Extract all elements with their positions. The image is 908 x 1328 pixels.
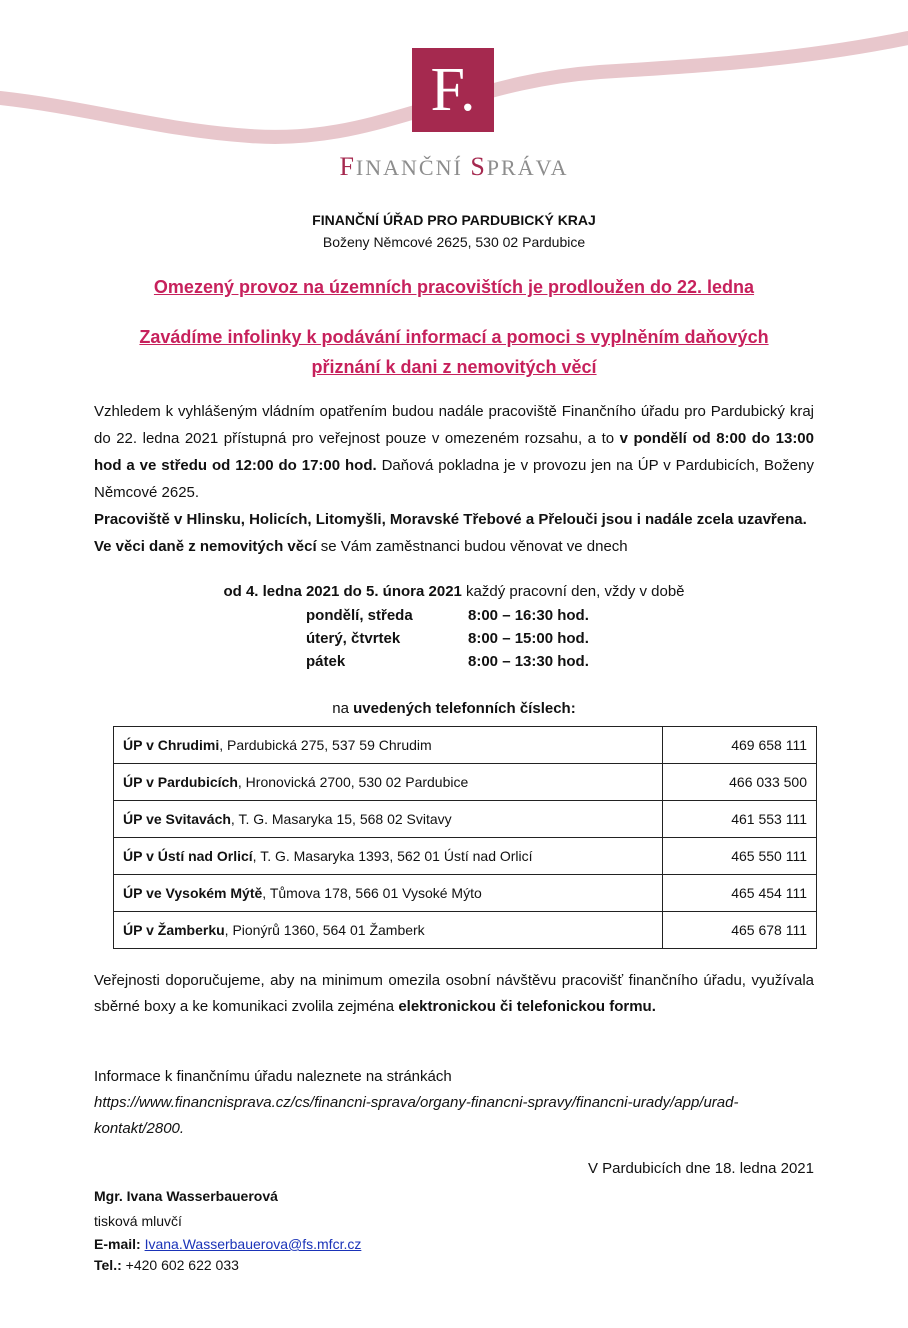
schedule-hours-2: 8:00 – 15:00 hod. xyxy=(468,630,589,647)
headline-2: Zavádíme infolinky k podávání informací a pomoci s vyplněním daňových přiznání k dani z nemovitých věcí xyxy=(139,327,769,377)
schedule-days-1: pondělí, středa xyxy=(306,607,413,624)
schedule-days-2: úterý, čtvrtek xyxy=(306,630,401,647)
office-cell: ÚP ve Svitavách, T. G. Masaryka 15, 568 02 Svitavy xyxy=(114,801,663,838)
office-cell: ÚP v Ústí nad Orlicí, T. G. Masaryka 1393, 562 01 Ústí nad Orlicí xyxy=(114,838,663,875)
phone-number: 466 033 500 xyxy=(663,764,817,801)
table-row xyxy=(114,912,817,949)
phone-number: 465 550 111 xyxy=(663,838,817,875)
signature-name: Mgr. Ivana Wasserbauerová xyxy=(94,1188,278,1204)
office-cell: ÚP v Pardubicích, Hronovická 2700, 530 02 Pardubice xyxy=(114,764,663,801)
signature-email: E-mail: Ivana.Wasserbauerova@fs.mfcr.cz xyxy=(94,1236,362,1252)
email-link[interactable]: Ivana.Wasserbauerova@fs.mfcr.cz xyxy=(144,1236,362,1252)
signature-phone: Tel.: +420 602 622 033 xyxy=(94,1257,239,1273)
phone-number: 465 678 111 xyxy=(663,912,817,949)
phones-intro: na uvedených telefonních číslech: xyxy=(332,700,576,717)
schedule-hours-1: 8:00 – 16:30 hod. xyxy=(468,607,589,624)
table-row xyxy=(114,838,817,875)
office-address: Boženy Němcové 2625, 530 02 Pardubice xyxy=(322,234,586,250)
office-cell: ÚP ve Vysokém Mýtě, Tůmova 178, 566 01 Vysoké Mýto xyxy=(114,875,663,912)
office-cell: ÚP v Chrudimi, Pardubická 275, 537 59 Chrudim xyxy=(114,727,663,764)
phone-number: 465 454 111 xyxy=(663,875,817,912)
dateline: V Pardubicích dne 18. ledna 2021 xyxy=(587,1160,814,1177)
info-paragraph: Informace k finančnímu úřadu naleznete na stránkách https://www.financnisprava.cz/cs/financni-sprava/organy-financni-spravy/financni-urady/app/urad-kontakt/2800. xyxy=(94,1068,739,1137)
table-row xyxy=(114,801,817,838)
brand-name: FINANČNÍ SPRÁVA xyxy=(339,152,569,181)
table-row xyxy=(114,764,817,801)
phone-number: 461 553 111 xyxy=(663,801,817,838)
signature-role: tisková mluvčí xyxy=(94,1213,182,1229)
recommend-paragraph: Veřejnosti doporučujeme, aby na minimum omezila osobní návštěvu pracovišť finančního úřadu, využívala sběrné boxy a ke komunikaci zvolila zejména elektronickou či telefonickou formu. xyxy=(94,972,814,1015)
office-cell: ÚP v Žamberku, Pionýrů 1360, 564 01 Žamberk xyxy=(114,912,663,949)
period-line: od 4. ledna 2021 do 5. února 2021 každý pracovní den, vždy v době xyxy=(223,583,685,600)
office-name: FINANČNÍ ÚŘAD PRO PARDUBICKÝ KRAJ xyxy=(312,212,596,228)
schedule-hours-3: 8:00 – 13:30 hod. xyxy=(468,653,589,670)
headline-1: Omezený provoz na územních pracovištích je prodloužen do 22. ledna xyxy=(153,277,755,297)
phone-number: 469 658 111 xyxy=(663,727,817,764)
table-row xyxy=(114,875,817,912)
schedule-days-3: pátek xyxy=(306,653,346,670)
table-row xyxy=(114,727,817,764)
finance-logo xyxy=(412,48,494,132)
info-url: https://www.financnisprava.cz/cs/financni-sprava/organy-financni-spravy/financni-urady/app/urad-kontakt/2800. xyxy=(94,1094,739,1137)
phone-table xyxy=(113,726,817,949)
intro-paragraph: Vzhledem k vyhlášeným vládním opatřením budou nadále pracoviště Finančního úřadu pro Pardubický kraj do 22. ledna 2021 přístupná pro veřejnost pouze v omezeném rozsahu, a to v pondělí od 8:00 do 13:00 hod a ve středu od 12:00 do 17:00 hod. Daňová pokladna je v provozu jen na ÚP v Pardubicích, Boženy Němcové 2625. Pracoviště v Hlinsku, Holicích, Litomyšli, Moravské Třebové a Přelouči jsou i nadále zcela uzavřena. Ve věci daně z nemovitých věcí se Vám zaměstnanci budou věnovat ve dnech xyxy=(94,403,814,555)
logo-letter: F. xyxy=(430,56,476,124)
